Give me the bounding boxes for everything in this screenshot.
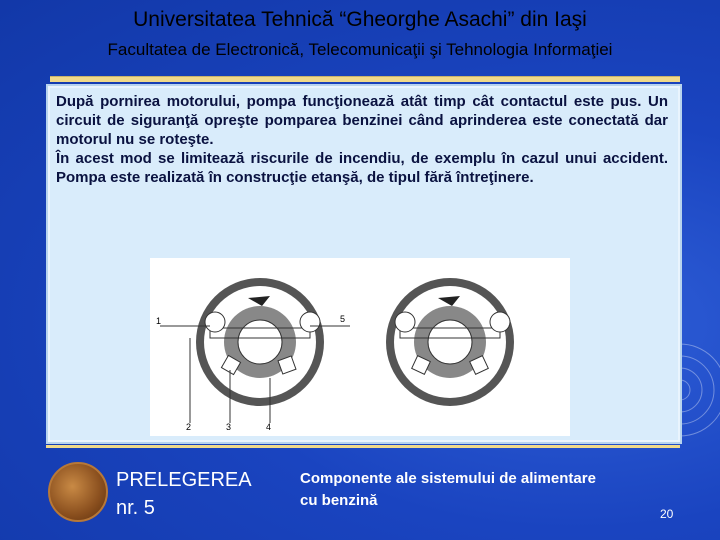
- fuel-pump-diagram: [150, 258, 570, 436]
- footer-divider: [46, 445, 680, 448]
- lecture-number: PRELEGEREA nr. 5: [116, 469, 252, 519]
- content-panel: [46, 84, 682, 444]
- figure-label-3: 3: [226, 422, 232, 432]
- faculty-title: Facultatea de Electronică, Telecomunicaţii şi Tehnologia Informaţiei: [107, 40, 613, 59]
- figure-label-4: 4: [266, 422, 272, 432]
- pump-right-drawing: [386, 278, 514, 406]
- figure-label-1: 1: [156, 316, 162, 326]
- figure-label-2: 2: [186, 422, 192, 432]
- figure-label-5: 5: [340, 314, 346, 324]
- lecture-topic: Componente ale sistemului de alimentare cu benzină: [300, 470, 596, 509]
- university-title: Universitatea Tehnică “Gheorghe Asachi” din Iaşi: [133, 8, 587, 31]
- page-number: 20: [660, 507, 674, 521]
- university-seal-logo: [48, 462, 108, 522]
- header-divider: [50, 76, 680, 82]
- body-paragraph: După pornirea motorului, pompa funcţionează atât timp cât contactul este pus. Un circuit de siguranţă opreşte pomparea benzinei când aprinderea este conectată dar motorul nu se roteşte. În acest mod se limitează riscurile de incendiu, de exemplu în cazul unui accident. Pompa este realizată în construcţie etanşă, de tipul fără întreţinere.: [56, 93, 668, 186]
